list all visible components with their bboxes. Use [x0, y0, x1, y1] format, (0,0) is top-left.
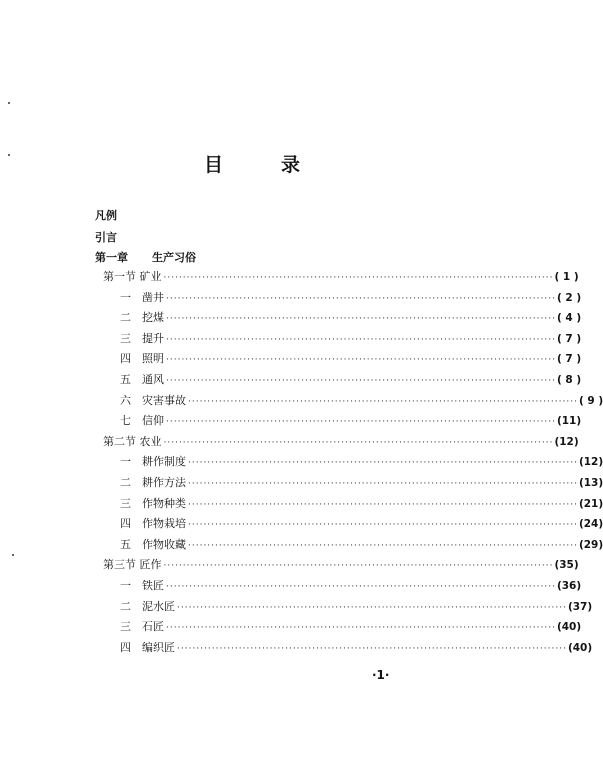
toc-page-number: ( 7 )	[556, 353, 582, 366]
toc-item-title: 挖煤	[142, 311, 164, 325]
toc-item-title: 作物收藏	[142, 537, 186, 551]
toc-item-row	[120, 412, 582, 432]
toc-item-row	[120, 577, 582, 597]
front-matter-yinyan: 引言	[95, 231, 117, 244]
toc-item-label	[120, 453, 187, 469]
toc-item-title: 信仰	[142, 414, 164, 428]
toc-item-row	[120, 639, 593, 659]
toc-item-number: 二	[120, 311, 131, 325]
toc-page-number: ( 1 )	[554, 271, 579, 283]
toc-item-number: 四	[120, 640, 131, 654]
toc-item-label	[120, 474, 187, 490]
toc-item-label	[120, 577, 165, 593]
toc-page-number: (24)	[578, 518, 603, 531]
toc-item-label	[120, 392, 187, 408]
toc-item-number: 一	[120, 455, 131, 469]
toc-item-number: 三	[120, 496, 131, 510]
toc-item-title: 作物种类	[142, 496, 186, 510]
toc-page-number: (40)	[567, 641, 593, 654]
toc-leader: ·····································································································	[177, 643, 567, 654]
front-matter-fanli: 凡例	[95, 209, 117, 222]
toc-item-title: 耕作制度	[142, 455, 186, 469]
toc-item-row	[120, 495, 603, 515]
toc-section-label: 第一节 矿业	[103, 270, 162, 283]
toc-item-number: 二	[120, 476, 131, 489]
toc-item-number: 四	[120, 352, 131, 366]
toc-item-label	[120, 495, 187, 511]
toc-item-number: 一	[120, 290, 131, 304]
toc-item-title: 灾害事故	[142, 393, 186, 407]
toc-leader: ·····································································································	[163, 437, 554, 448]
toc-item-label	[120, 330, 165, 346]
toc-section-row	[103, 556, 579, 576]
toc-page-number: (29)	[578, 538, 603, 551]
toc-page-number: (35)	[554, 559, 579, 572]
toc-item-row	[120, 330, 582, 350]
toc-section-row	[103, 268, 579, 288]
page-title	[0, 150, 504, 177]
toc-item-number: 三	[120, 331, 131, 345]
toc-item-row	[120, 309, 582, 329]
toc-item-number: 二	[120, 599, 131, 613]
page-number: ·1·	[372, 668, 390, 682]
toc-item-label	[120, 536, 187, 552]
toc-leader: ·····································································································	[166, 376, 556, 386]
toc-page-number: (12)	[554, 435, 579, 448]
toc-page-number: (36)	[556, 580, 582, 592]
toc-item-row	[120, 350, 582, 370]
toc-item-label	[120, 309, 165, 325]
toc-page-number: (21)	[578, 497, 603, 510]
toc-item-row	[120, 371, 582, 391]
toc-item-label	[120, 515, 187, 531]
toc-leader: ·····································································································	[188, 479, 578, 489]
toc-page-number: (13)	[578, 477, 603, 489]
chapter-label: 第一章	[95, 251, 128, 264]
toc-item-title: 照明	[142, 352, 164, 366]
toc-item-title: 泥水匠	[142, 599, 175, 613]
toc-item-label	[120, 289, 165, 305]
toc-item-label	[120, 639, 176, 655]
chapter-heading	[95, 249, 196, 265]
chapter-title: 生产习俗	[152, 251, 196, 264]
toc-page-number: ( 2 )	[556, 291, 582, 304]
toc-item-number: 六	[120, 393, 131, 407]
toc-item-title: 耕作方法	[142, 476, 186, 489]
scan-speck	[12, 554, 14, 556]
toc-item-label	[120, 350, 165, 366]
toc-item-title: 石匠	[142, 620, 164, 634]
toc-item-number: 五	[120, 373, 131, 386]
toc-page-number: ( 8 )	[556, 374, 582, 386]
toc-item-label	[120, 371, 165, 387]
toc-leader: ·····································································································	[166, 417, 556, 428]
toc-item-number: 三	[120, 620, 131, 634]
toc-leader: ·····································································································	[177, 602, 567, 613]
toc-item-label	[120, 412, 165, 428]
toc-leader: ·····································································································	[166, 293, 556, 304]
toc-leader: ·····································································································	[166, 582, 556, 592]
toc-item-row	[120, 598, 593, 618]
toc-leader: ·····································································································	[166, 355, 556, 366]
toc-page-number: (12)	[578, 456, 603, 469]
toc-leader: ·····································································································	[188, 396, 578, 407]
toc-leader: ·····································································································	[166, 334, 556, 345]
toc-item-title: 通风	[142, 373, 164, 386]
toc-item-number: 一	[120, 579, 131, 592]
toc-item-title: 提升	[142, 331, 164, 345]
toc-item-row	[120, 474, 603, 494]
toc-section-label: 第二节 农业	[103, 434, 162, 448]
toc-item-row	[120, 536, 603, 556]
toc-item-title: 铁匠	[142, 579, 164, 592]
toc-item-title: 凿井	[142, 290, 164, 304]
toc-page-number: ( 4 )	[556, 312, 582, 325]
toc-leader: ·····································································································	[188, 458, 578, 469]
scan-speck	[8, 154, 10, 156]
toc-item-number: 七	[120, 414, 131, 428]
toc-item-title: 作物栽培	[142, 517, 186, 531]
toc-page-number: ( 7 )	[556, 332, 582, 345]
title-char-left: 目	[203, 154, 223, 176]
toc-leader: ·····································································································	[166, 623, 556, 634]
toc-page-number: (11)	[556, 415, 582, 428]
toc-leader: ·····································································································	[163, 561, 554, 572]
toc-item-row	[120, 392, 603, 412]
toc-item-number: 四	[120, 517, 131, 531]
toc-item-row	[120, 618, 582, 638]
toc-item-label	[120, 598, 176, 614]
toc-section-row	[103, 433, 579, 453]
title-char-right: 录	[281, 154, 301, 176]
toc-leader: ·····································································································	[188, 540, 578, 551]
toc-item-title: 编织匠	[142, 640, 175, 654]
toc-page-number: (37)	[567, 600, 593, 613]
toc-leader: ·····································································································	[166, 314, 556, 325]
toc-item-label	[120, 618, 165, 634]
toc-item-row	[120, 289, 582, 309]
scan-speck	[8, 102, 10, 104]
toc-item-row	[120, 453, 603, 473]
toc-page-number: (40)	[556, 621, 582, 634]
toc-item-row	[120, 515, 603, 535]
toc-page-number: ( 9 )	[578, 394, 603, 407]
toc-item-number: 五	[120, 537, 131, 551]
toc-leader: ·····································································································	[163, 273, 554, 283]
toc-section-label: 第三节 匠作	[103, 558, 162, 572]
toc-leader: ·····································································································	[188, 499, 578, 510]
toc-leader: ·····································································································	[188, 520, 578, 531]
